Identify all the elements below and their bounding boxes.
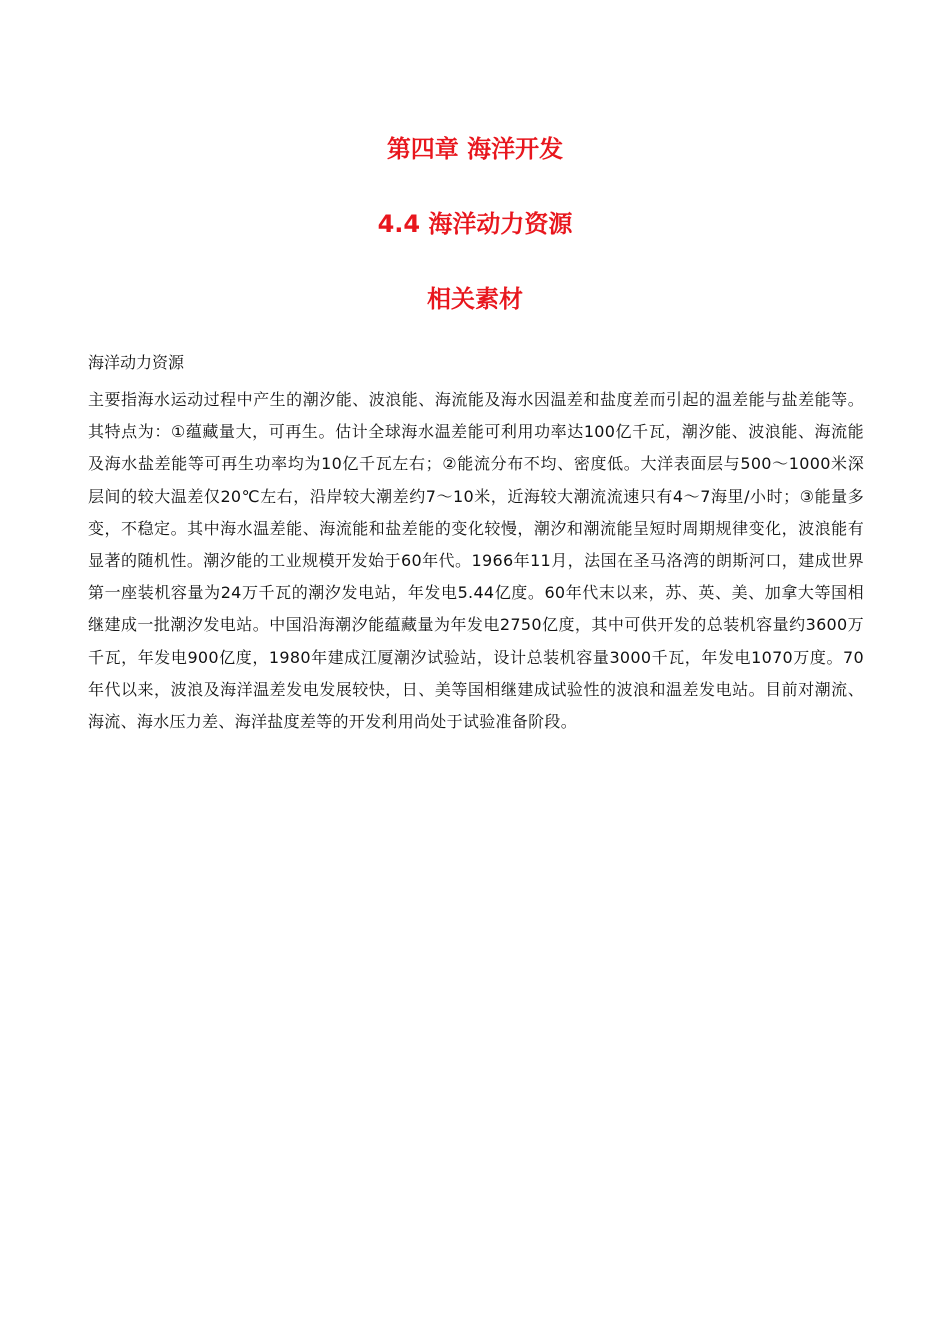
topic-label: 海洋动力资源 <box>88 353 185 372</box>
material-title: 相关素材 <box>427 285 523 313</box>
chapter-title: 第四章 海洋开发 <box>386 135 564 163</box>
section-title: 4.4 海洋动力资源 <box>377 210 573 238</box>
main-paragraph: 主要指海水运动过程中产生的潮汐能、波浪能、海流能及海水因温差和盐度差而引起的温差能与盐差能等。其特点为：①蕴藏量大，可再生。估计全球海水温差能可利用功率达100亿千瓦，潮汐能、波浪能、海流能及海水盐差能等可再生功率均为10亿千瓦左右；②能流分布不均、密度低。大洋表面层与500～1000米深层间的较大温差仅20℃左右，沿岸较大潮差约7～10米，近海较大潮流流速只有4～7海里/小时；③能量多变，不稳定。其中海水温差能、海流能和盐差能的变化较慢，潮汐和潮流能呈短时周期规律变化，波浪能有显著的随机性。潮汐能的工业规模开发始于60年代。1966年11月，法国在圣马洛湾的朗斯河口，建成世界第一座装机容量为24万千瓦的潮汐发电站，年发电5.44亿度。60年代末以来，苏、英、美、加拿大等国相继建成一批潮汐发电站。中国沿海潮汐能蕴藏量为年发电2750亿度，其中可供开发的总装机容量约3600万千瓦，年发电900亿度，1980年建成江厦潮汐试验站，设计总装机容量3000千瓦，年发电1070万度。70年代以来，波浪及海洋温差发电发展较快，日、美等国相继建成试验性的波浪和温差发电站。目前对潮流、海流、海水压力差、海洋盐度差等的开发利用尚处于试验准备阶段。 <box>88 390 864 732</box>
